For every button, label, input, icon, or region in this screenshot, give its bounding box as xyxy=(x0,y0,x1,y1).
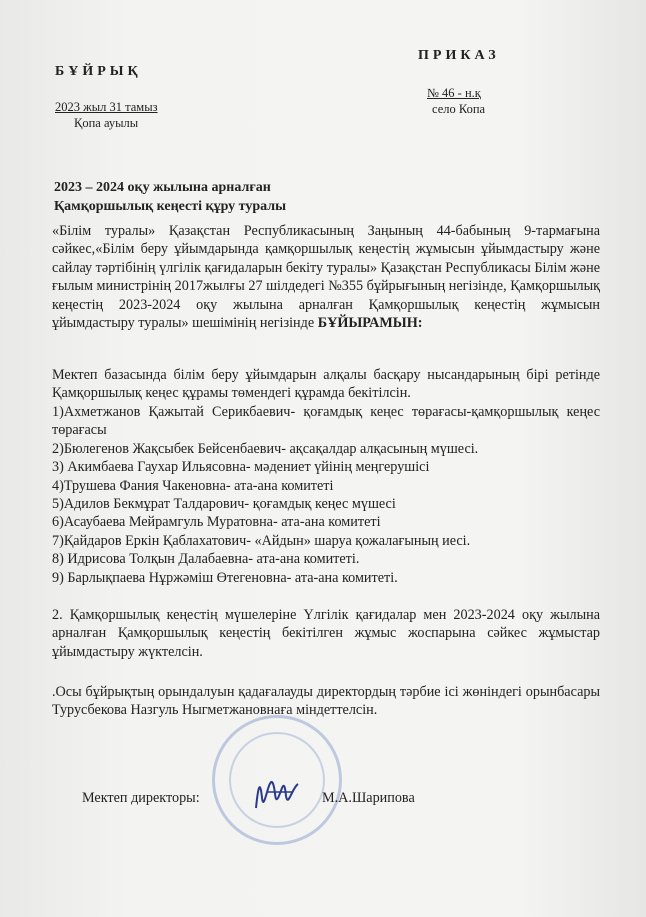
member-item-3: 3) Акимбаева Гаухар Ильясовна- мәдениет үйінің меңгерушісі xyxy=(52,459,430,476)
director-position: Мектеп директоры: xyxy=(82,790,200,806)
member-item-1: 1)Ахметжанов Қажытай Серикбаевич- қоғамдық кеңес төрағасы-қамқоршылық кеңес төрағасы xyxy=(52,404,600,439)
member-item-5: 5)Адилов Бекмұрат Талдарович- қоғамдық кеңес мүшесі xyxy=(52,496,396,513)
header-right-title: ПРИКАЗ xyxy=(418,48,500,63)
member-item-6: 6)Асаубаева Мейрамгуль Муратовна- ата-ана комитеті xyxy=(52,514,381,531)
document-title xyxy=(54,178,286,216)
preamble-paragraph xyxy=(52,222,600,332)
member-item-4: 4)Трушева Фания Чакеновна- ата-ана комитеті xyxy=(52,477,334,494)
title-line-2: Қамқоршылық кеңесті құру туралы xyxy=(54,199,287,214)
member-item-2: 2)Бюлегенов Жақсыбек Бейсенбаевич- ақсақалдар алқасының мүшесі. xyxy=(52,440,479,457)
header-right-number: № 46 - н.қ xyxy=(427,86,481,100)
signature-mark xyxy=(248,768,308,818)
item1-intro: Мектеп базасында білім беру ұйымдарын алқалы басқару нысандарының бірі ретінде Қамқоршылық кеңес құрамы төмендегі құрамда бекітілсін. xyxy=(52,367,600,402)
member-item-8: 8) Идрисова Толқын Далабаевна- ата-ана комитеті. xyxy=(52,551,360,568)
title-line-1: 2023 – 2024 оқу жылына арналған xyxy=(54,180,271,195)
order-word: БҰЙЫРАМЫН: xyxy=(317,315,423,332)
director-name: М.А.Шарипова xyxy=(322,790,415,806)
member-item-7: 7)Қайдаров Еркін Қаблахатович- «Айдын» шаруа қожалағының иесі. xyxy=(52,532,471,549)
header-left-title: БҰЙРЫҚ xyxy=(55,64,142,79)
item3-paragraph: .Осы бұйрықтың орындалуын қадағалауды директордың тәрбие ісі жөніндегі орынбасары Турусбекова Назгуль Ныгметжановнаға міндеттелсін. xyxy=(52,684,600,719)
header-right-place: село Копа xyxy=(432,102,486,116)
members-list xyxy=(52,403,600,587)
header-left-date: 2023 жыл 31 тамыз xyxy=(55,100,158,114)
preamble-text: «Білім туралы» Қазақстан Республикасының Заңының 44-бабының 9-тармағына сәйкес,«Білім беру ұйымдарында қамқоршылық кеңестің жұмысын ұйымдастыру және сайлау тәртібінің үлгілік қағидаларын бекіту туралы» Қазақстан Республикасы Білім және ғылым министрінің 2017жылғы 27 шілдедегі №355 бұйрығының негізінде, Қамқоршылық кеңестің 2023-2024 оқу жылына арналған Қамқоршылық кеңестің жұмысын ұйымдастыру туралы» шешімінің негізінде xyxy=(52,223,600,332)
member-item-9: 9) Барлықпаева Нұржәміш Өтегеновна- ата-ана комитеті. xyxy=(52,569,398,586)
header-left-place: Қопа ауылы xyxy=(74,116,139,130)
item2-paragraph: 2. Қамқоршылық кеңестің мүшелеріне Үлгілік қағидалар мен 2023-2024 оқу жылына арналған Қамқоршылық кеңестің бекітілген жұмыс жоспарына сәйкес жұмыстар ұйымдастыру жүктелсін. xyxy=(52,607,600,660)
